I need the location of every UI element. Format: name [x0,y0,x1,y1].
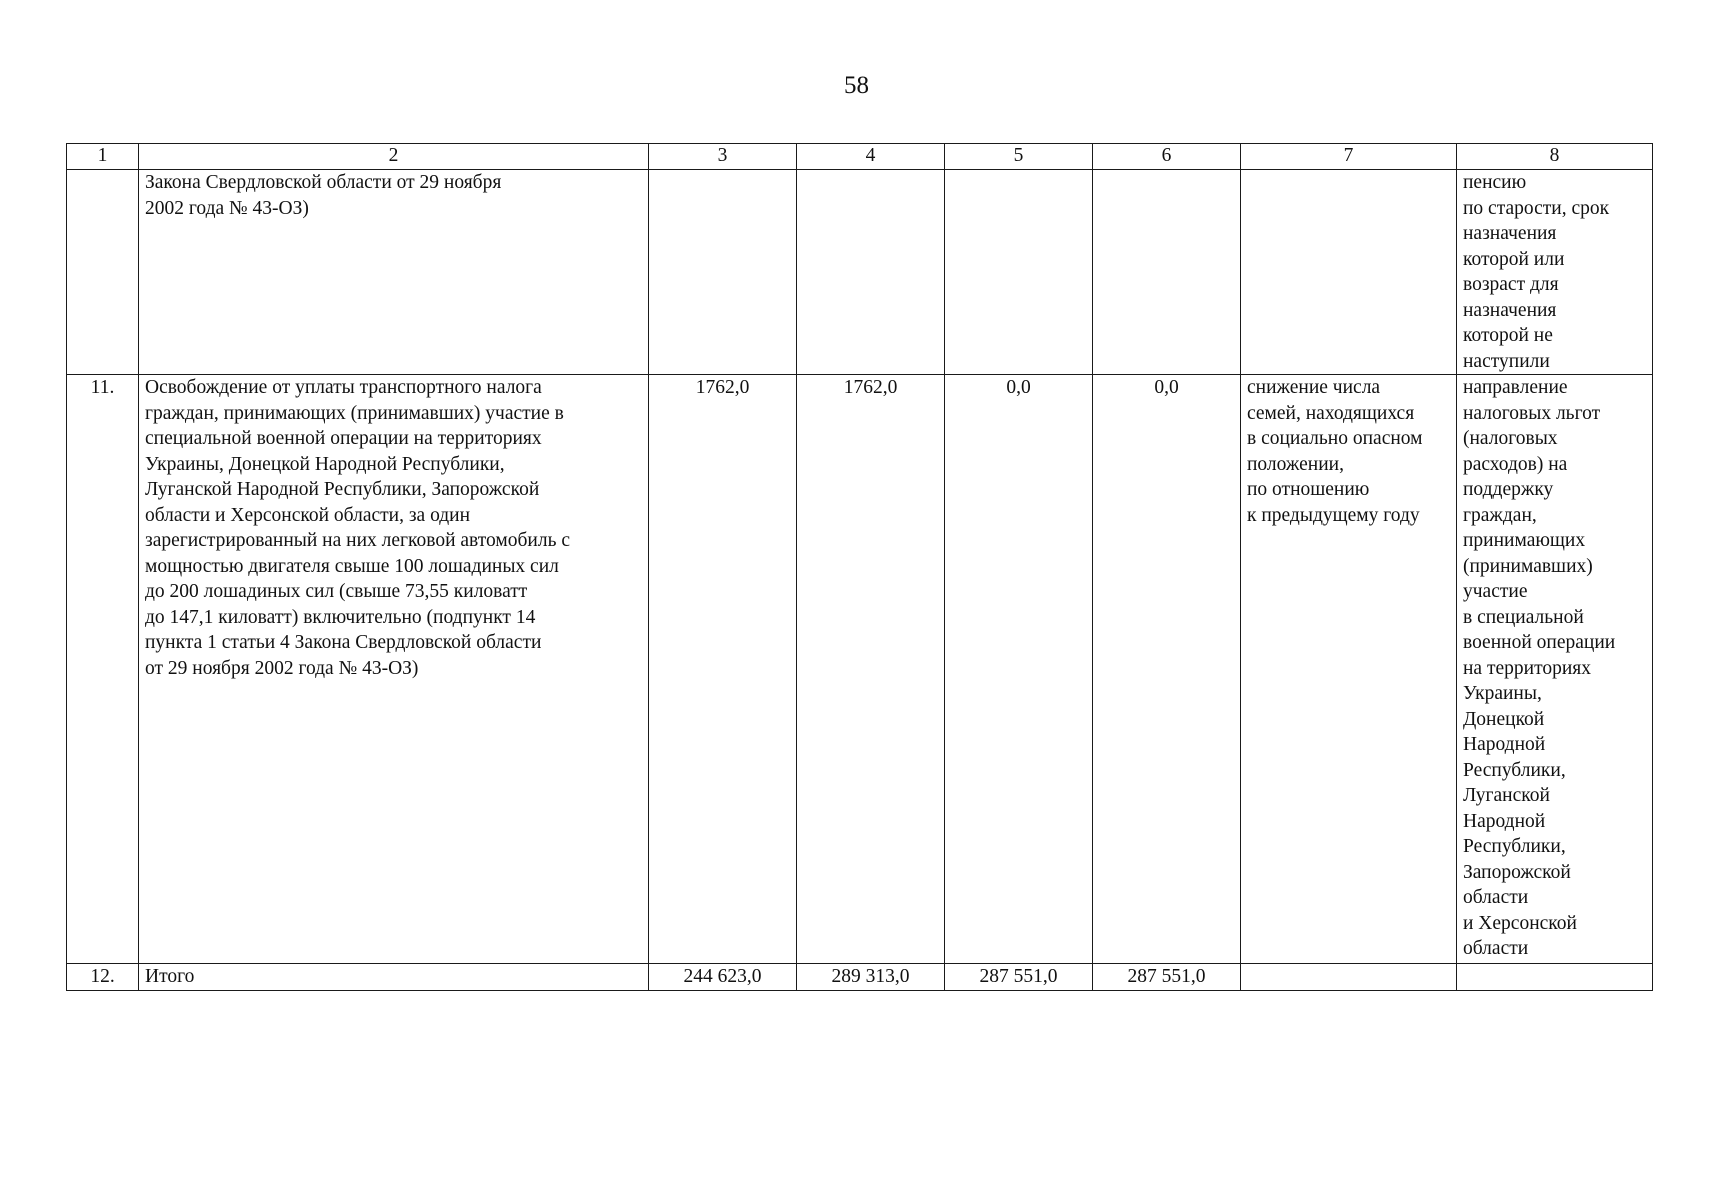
total-value-cell-3: 244 623,0 [649,964,797,991]
purpose-cell-8 [1457,964,1653,991]
value-cell-5: 0,0 [945,375,1093,964]
page-number: 58 [844,72,869,99]
value-cell-6 [1093,170,1241,375]
value-cell-6: 0,0 [1093,375,1241,964]
column-header-8: 8 [1457,144,1653,170]
indicator-cell-7: снижение числа семей, находящихся в социально опасном положении, по отношению к предыдущему году [1241,375,1457,964]
column-header-2: 2 [139,144,649,170]
benefit-name-cell: Закона Свердловской области от 29 ноября 2002 года № 43-ОЗ) [139,170,649,375]
column-number-header-row [67,144,1653,170]
table-row-continuation [67,170,1653,375]
column-header-1: 1 [67,144,139,170]
indicator-cell-7 [1241,170,1457,375]
row-number-cell [67,170,139,375]
value-cell-5 [945,170,1093,375]
column-header-5: 5 [945,144,1093,170]
total-value-cell-4: 289 313,0 [797,964,945,991]
purpose-cell-8: направление налоговых льгот (налоговых расходов) на поддержку граждан, принимающих (принимавших) участие в специальной военной операции на территориях Украины, Донецкой Народной Республики, Луганской Народной Республики, Запорожской области и Херсонской области [1457,375,1653,964]
purpose-cell-8: пенсию по старости, срок назначения которой или возраст для назначения которой не наступили [1457,170,1653,375]
indicator-cell-7 [1241,964,1457,991]
value-cell-3 [649,170,797,375]
table-row-total [67,964,1653,991]
value-cell-3: 1762,0 [649,375,797,964]
column-header-6: 6 [1093,144,1241,170]
total-value-cell-6: 287 551,0 [1093,964,1241,991]
benefit-name-cell: Освобождение от уплаты транспортного налога граждан, принимающих (принимавших) участие в специальной военной операции на территориях Украины, Донецкой Народной Республики, Луганской Народной Республики, Запорожской области и Херсонской области, за один зарегистрированный на них легковой автомобиль с мощностью двигателя свыше 100 лошадиных сил до 200 лошадиных сил (свыше 73,55 киловатт до 147,1 киловатт) включительно (подпункт 14 пункта 1 статьи 4 Закона Свердловской области от 29 ноября 2002 года № 43-ОЗ) [139,375,649,964]
value-cell-4 [797,170,945,375]
tax-benefits-table [66,143,1653,991]
table-row-11 [67,375,1653,964]
value-cell-4: 1762,0 [797,375,945,964]
total-value-cell-5: 287 551,0 [945,964,1093,991]
column-header-7: 7 [1241,144,1457,170]
column-header-4: 4 [797,144,945,170]
row-number-cell: 12. [67,964,139,991]
total-label-cell: Итого [139,964,649,991]
column-header-3: 3 [649,144,797,170]
row-number-cell: 11. [67,375,139,964]
